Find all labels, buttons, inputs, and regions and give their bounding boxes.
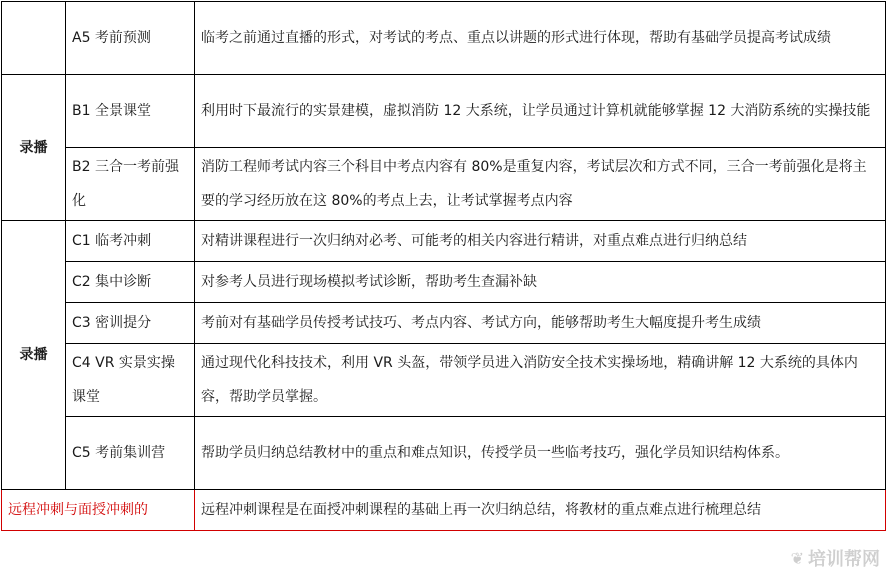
course-desc: 帮助学员归纳总结教材中的重点和难点知识，传授学员一些临考技巧，强化学员知识结构体系。 — [195, 417, 886, 490]
table-row — [2, 221, 886, 262]
table-row — [2, 344, 886, 417]
course-code: C1 临考冲刺 — [66, 221, 195, 262]
course-desc: 通过现代化科技技术，利用 VR 头盔，带领学员进入消防安全技术实操场地，精确讲解 12 大系统的具体内容，帮助学员掌握。 — [195, 344, 886, 417]
group-label: 录播 — [2, 221, 66, 490]
table-row — [2, 262, 886, 303]
group-cell-empty — [2, 2, 66, 75]
group-label: 录播 — [2, 75, 66, 221]
course-code: C2 集中诊断 — [66, 262, 195, 303]
table-row-footer — [2, 490, 886, 531]
footer-desc: 远程冲刺课程是在面授冲刺课程的基础上再一次归纳总结，将教材的重点难点进行梳理总结 — [195, 490, 886, 531]
watermark — [791, 545, 880, 571]
course-desc: 对参考人员进行现场模拟考试诊断，帮助考生查漏补缺 — [195, 262, 886, 303]
table-row — [2, 148, 886, 221]
course-desc: 临考之前通过直播的形式，对考试的考点、重点以讲题的形式进行体现，帮助有基础学员提高考试成绩 — [195, 2, 886, 75]
course-desc: 考前对有基础学员传授考试技巧、考点内容、考试方向，能够帮助考生大幅度提升考生成绩 — [195, 303, 886, 344]
footer-label: 远程冲刺与面授冲刺的 — [2, 490, 195, 531]
table-row — [2, 2, 886, 75]
course-desc: 对精讲课程进行一次归纳对必考、可能考的相关内容进行精讲，对重点难点进行归纳总结 — [195, 221, 886, 262]
course-code: B2 三合一考前强化 — [66, 148, 195, 221]
leaf-logo-icon: ❦ — [790, 548, 804, 568]
course-code: A5 考前预测 — [66, 2, 195, 75]
course-code: C5 考前集训营 — [66, 417, 195, 490]
course-code: C4 VR 实景实操课堂 — [66, 344, 195, 417]
course-desc: 利用时下最流行的实景建模，虚拟消防 12 大系统，让学员通过计算机就能够掌握 12 大消防系统的实操技能 — [195, 75, 886, 148]
table-row — [2, 303, 886, 344]
watermark-text: 培训帮网 — [808, 549, 880, 570]
table-row — [2, 75, 886, 148]
course-table — [1, 1, 886, 531]
course-desc: 消防工程师考试内容三个科目中考点内容有 80%是重复内容，考试层次和方式不同，三合一考前强化是将主要的学习经历放在这 80%的考点上去，让考试掌握考点内容 — [195, 148, 886, 221]
course-code: B1 全景课堂 — [66, 75, 195, 148]
table-row — [2, 417, 886, 490]
course-code: C3 密训提分 — [66, 303, 195, 344]
